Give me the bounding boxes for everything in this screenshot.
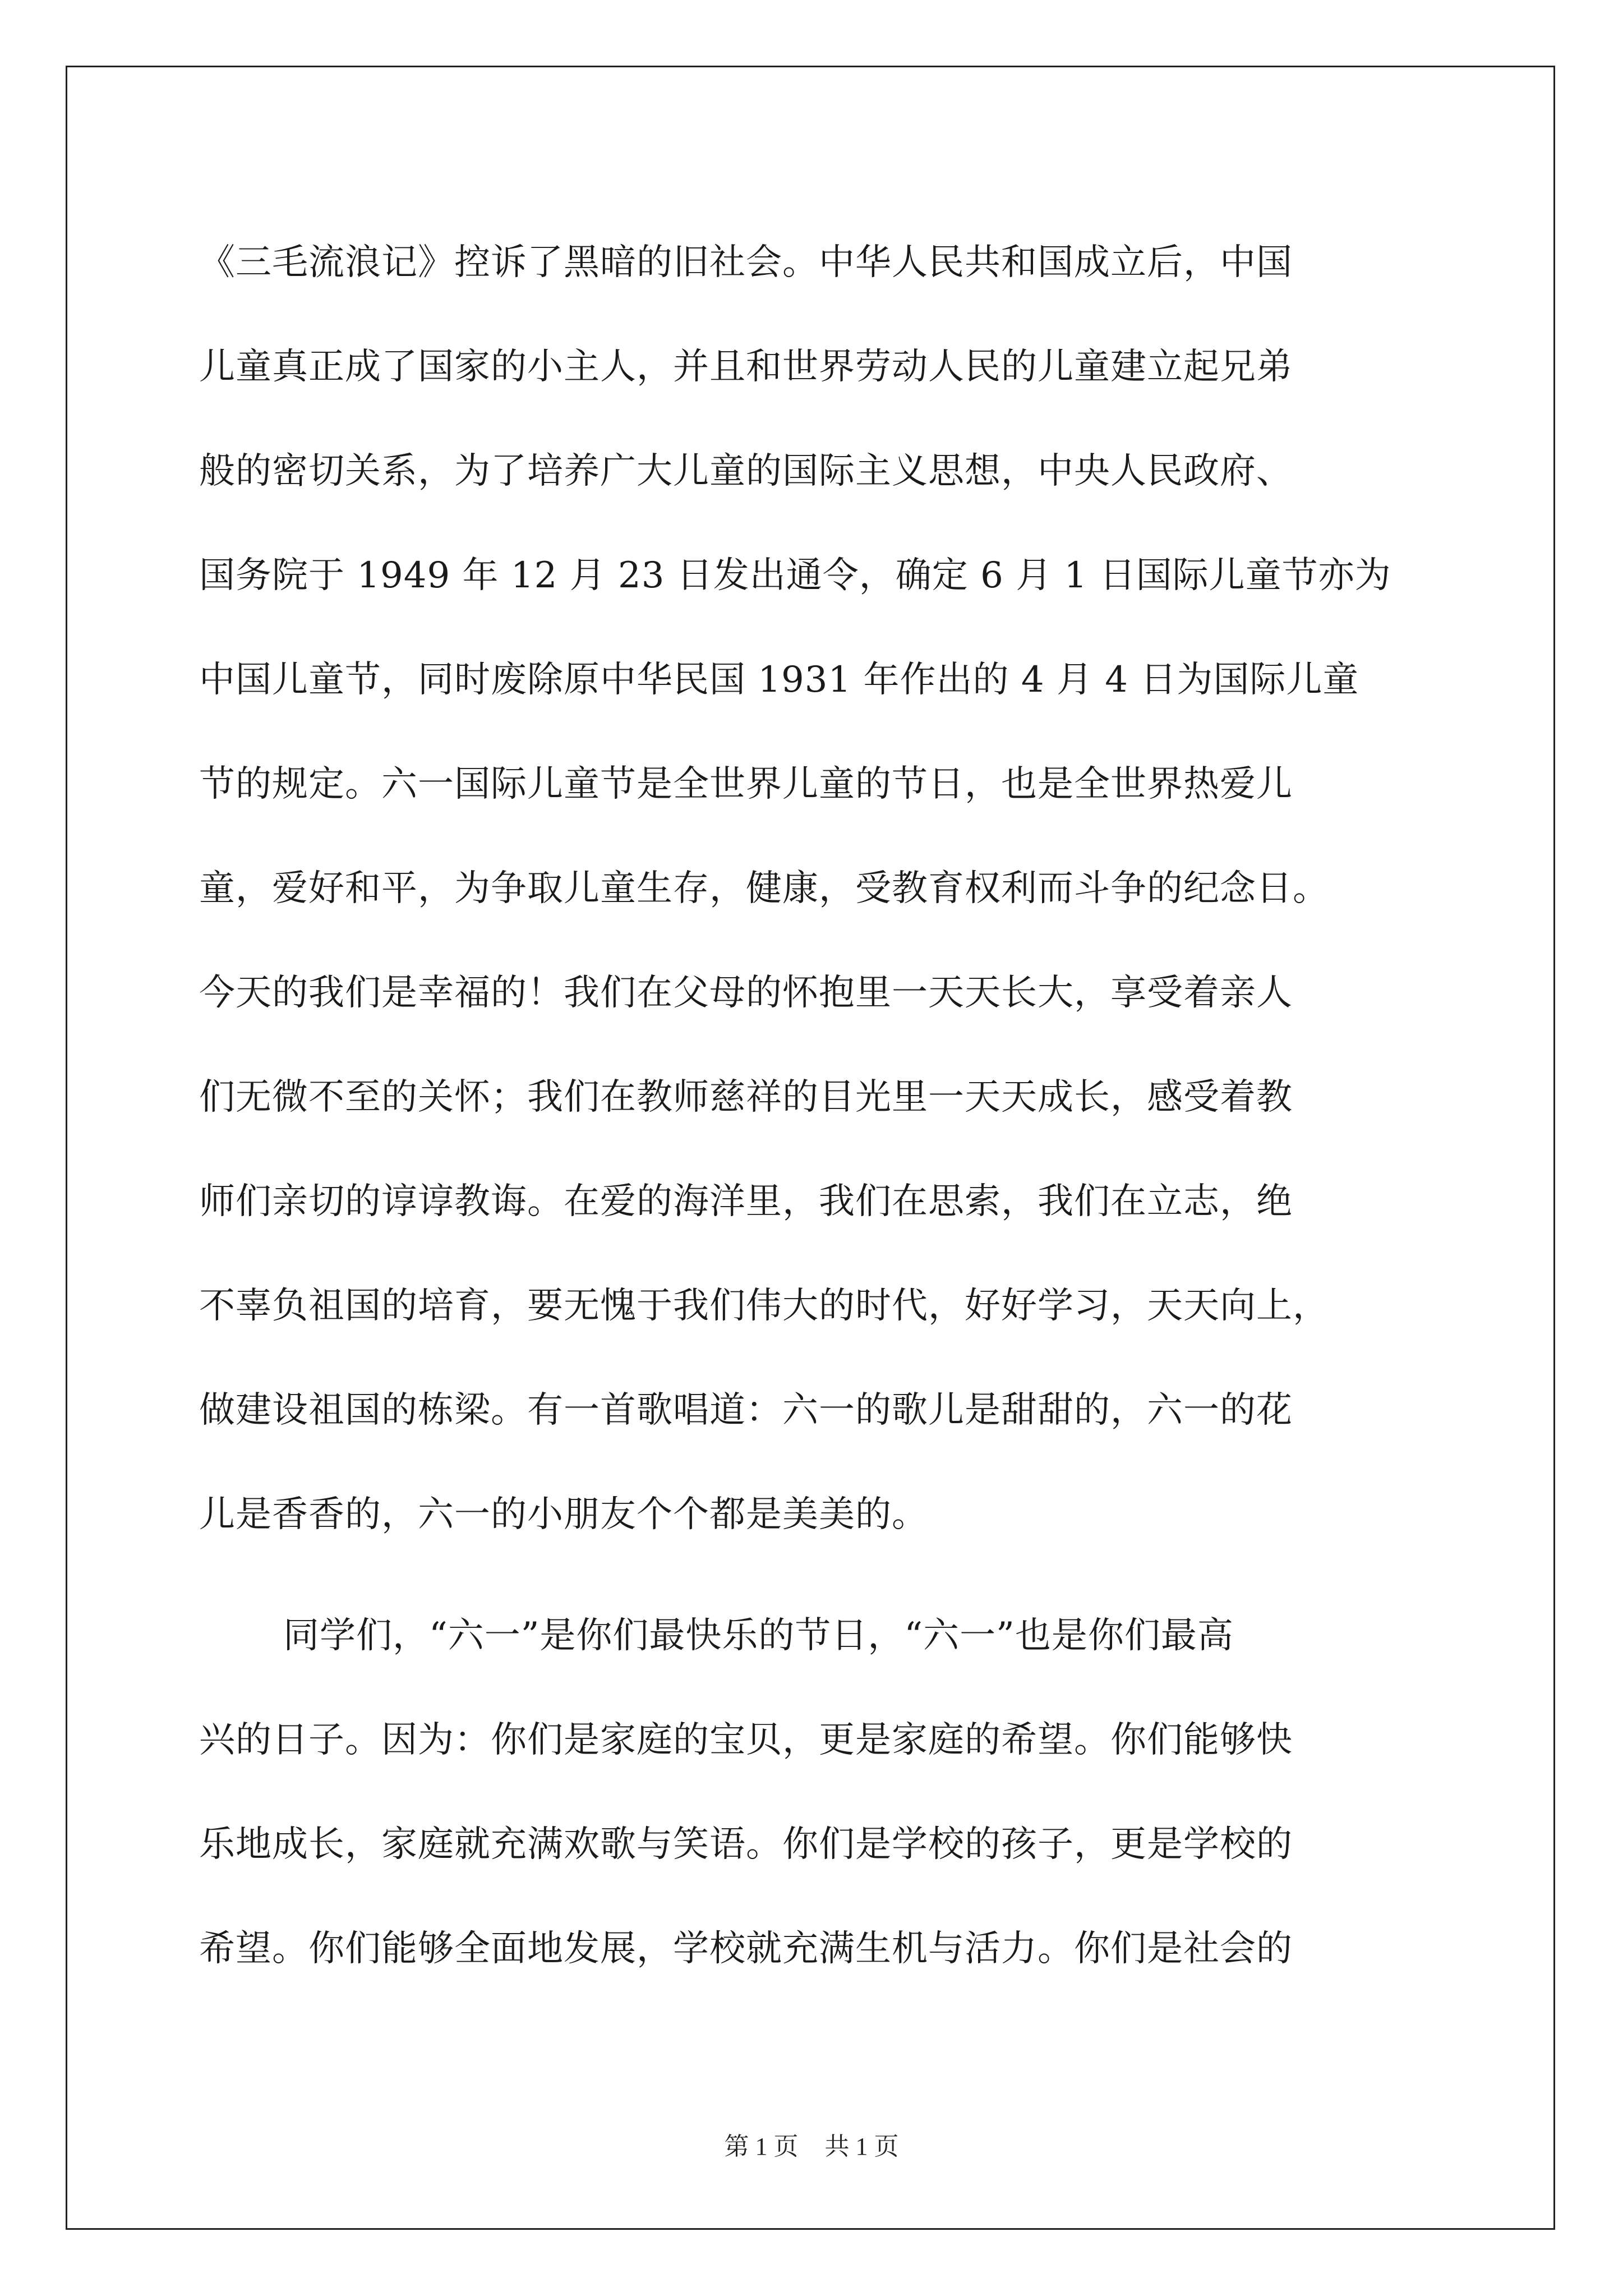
text-line: 做建设祖国的栋梁。有一首歌唱道：六一的歌儿是甜甜的，六一的花 bbox=[199, 1389, 1293, 1431]
text-line: 乐地成长，家庭就充满欢歌与笑语。你们是学校的孩子，更是学校的 bbox=[199, 1824, 1293, 1865]
text-line: 国务院于 1949 年 12 月 23 日发出通令，确定 6 月 1 日国际儿童节亦为 bbox=[199, 555, 1391, 596]
text-line: 兴的日子。因为：你们是家庭的宝贝，更是家庭的希望。你们能够快 bbox=[199, 1719, 1293, 1761]
text-line: 希望。你们能够全面地发展，学校就充满生机与活力。你们是社会的 bbox=[199, 1928, 1293, 1970]
page-footer bbox=[0, 2126, 1623, 2162]
text-line: 师们亲切的谆谆教诲。在爱的海洋里，我们在思索，我们在立志，绝 bbox=[199, 1181, 1293, 1222]
text-line: 不辜负祖国的培育，要无愧于我们伟大的时代，好好学习，天天向上， bbox=[199, 1285, 1329, 1327]
text-line: 《三毛流浪记》控诉了黑暗的旧社会。中华人民共和国成立后，中国 bbox=[199, 242, 1293, 283]
page-number: 第 1 页 bbox=[724, 2133, 799, 2160]
page-total: 共 1 页 bbox=[824, 2133, 899, 2160]
text-line: 儿童真正成了国家的小主人，并且和世界劳动人民的儿童建立起兄弟 bbox=[199, 346, 1293, 388]
text-line: 同学们，“六一”是你们最快乐的节日，“六一”也是你们最高 bbox=[283, 1615, 1234, 1657]
paragraph-gap bbox=[199, 1567, 1427, 1584]
text-line: 童，爱好和平，为争取儿童生存，健康，受教育权利而斗争的纪念日。 bbox=[199, 868, 1329, 909]
text-line: 节的规定。六一国际儿童节是全世界儿童的节日，也是全世界热爱儿 bbox=[199, 763, 1293, 805]
text-line: 般的密切关系，为了培养广大儿童的国际主义思想，中央人民政府、 bbox=[199, 450, 1293, 492]
document-body bbox=[199, 210, 1427, 2001]
text-line: 们无微不至的关怀；我们在教师慈祥的目光里一天天成长，感受着教 bbox=[199, 1076, 1293, 1118]
text-line: 今天的我们是幸福的！我们在父母的怀抱里一天天长大，享受着亲人 bbox=[199, 972, 1293, 1014]
text-line: 儿是香香的，六一的小朋友个个都是美美的。 bbox=[199, 1494, 928, 1535]
text-line: 中国儿童节，同时废除原中华民国 1931 年作出的 4 月 4 日为国际儿童 bbox=[199, 659, 1359, 701]
